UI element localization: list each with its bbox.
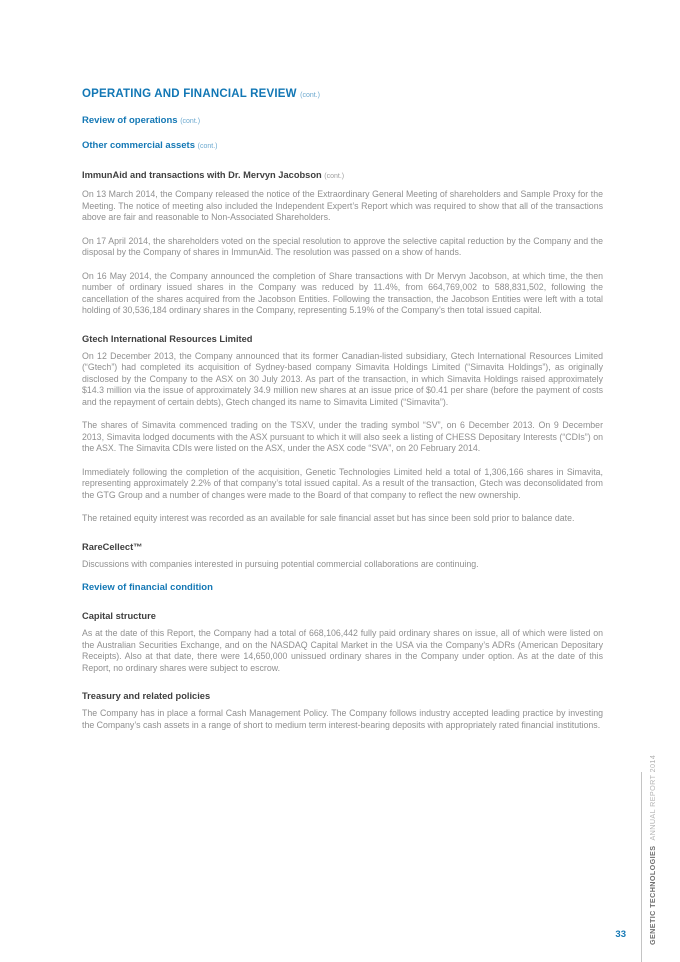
sidebar-report-title-text: ANNUAL REPORT 2014: [648, 754, 657, 841]
rarecellect-paragraph-1: Discussions with companies interested in pursuing potential commercial collaborations are continuing.: [82, 558, 479, 569]
section-other-commercial-assets: [82, 140, 603, 153]
immunaid-paragraph-3: On 16 May 2014, the Company announced the completion of Share transactions with Dr Mervyn Jacobson, at which time, the then number of ordinary issued shares in the Company was reduced by 11.4%, from 664,769,002 to 588,831,502, following the cancellation of the shares acquired from the Jacobson Entities. Following the transaction, the Jacobson Entities were left with a total holding of 30,536,184 ordinary shares in the Company, representing 5.19% of the Company’s then total issued capital.: [82, 270, 603, 315]
gtech-paragraph-1: On 12 December 2013, the Company announced that its former Canadian-listed subsidiary, Gtech International Resources Limited (“Gtech”) had completed its acquisition of Sydney-based company Simavita Holdings Limited (“Simavita Holdings”), as originally disclosed by the Company to the ASX on 30 July 2013. As part of the transaction, in which Simavita Holdings raised approximately $14.3 million via the issue of approximately 34.9 million new shares at an issue price of $0.41 per share (before the payment of costs and the repayment of certain debts), Gtech changed its name to Simavita Limited (“Simavita”).: [82, 350, 603, 407]
section-other-commercial-assets-text: Other commercial assets: [82, 140, 196, 151]
sidebar-vertical-rule: [641, 772, 642, 962]
subsection-gtech-heading: Gtech International Resources Limited: [82, 333, 253, 344]
page-title: [82, 88, 603, 102]
section-review-of-operations-cont: (cont.): [180, 118, 201, 125]
page-title-cont-label: (cont.): [300, 92, 320, 99]
subsection-immunaid-heading: [82, 169, 603, 183]
treasury-paragraph-1: The Company has in place a formal Cash Management Policy. The Company follows industry accepted leading practice by investing the Company’s cash assets in a range of short to medium term interest-bearing deposits with appropriately rated financial institutions.: [82, 708, 603, 730]
immunaid-paragraph-2: On 17 April 2014, the shareholders voted on the special resolution to approve the selective capital reduction by the Company and the disposal by the Company of shares in ImmunAid. The resolution was passed on a show of hands.: [82, 235, 603, 257]
subsection-treasury-heading: Treasury and related policies: [82, 691, 211, 701]
subsection-immunaid-cont: (cont.): [324, 173, 345, 180]
subsection-rarecellect-heading: RareCellect™: [82, 541, 143, 552]
subsection-immunaid-heading-text: ImmunAid and transactions with Dr. Mervyn Jacobson: [82, 170, 322, 180]
section-other-commercial-assets-cont: (cont.): [197, 143, 218, 150]
subsection-capital-structure-heading: Capital structure: [82, 611, 156, 621]
section-review-of-operations-text: Review of operations: [82, 115, 178, 126]
immunaid-paragraph-1: On 13 March 2014, the Company released the notice of the Extraordinary General Meeting of shareholders and Sample Proxy for the Meeting. The notice of meeting also included the Independent Expert’s Report which was required to show that all of the transactions above are fair and reasonable to Non-Associated Shareholders.: [82, 189, 603, 222]
page-title-text: OPERATING AND FINANCIAL REVIEW: [82, 88, 297, 100]
gtech-paragraph-4: The retained equity interest was recorded as an available for sale financial asset but has since been sold prior to balance date.: [82, 513, 575, 523]
page-number: 33: [615, 929, 626, 940]
sidebar-rotated-wrapper: [648, 755, 657, 945]
sidebar-brand-text: GENETIC TECHNOLOGIES: [648, 845, 657, 945]
capital-structure-paragraph-1: As at the date of this Report, the Company had a total of 668,106,442 fully paid ordinary shares on issue, all of which were listed on the Australian Securities Exchange, and on the NASDAQ Capital Market in the USA via the Company’s ADRs (American Depositary Receipts). Also at that date, there were 14,650,000 unissued ordinary shares in the Company under option. As at the date of this Report, no ordinary shares were subject to escrow.: [82, 628, 603, 673]
section-review-of-operations: [82, 115, 603, 128]
section-review-of-financial-condition: Review of financial condition: [82, 582, 213, 593]
gtech-paragraph-3: Immediately following the completion of the acquisition, Genetic Technologies Limited held a total of 1,306,166 shares in Simavita, representing approximately 2.2% of that company’s total issued capital. As a result of the transaction, Gtech was deconsolidated from the GTG Group and a number of changes were made to the Board of that company to reflect the new ownership.: [82, 466, 603, 500]
page-content: [82, 88, 603, 743]
gtech-paragraph-2: The shares of Simavita commenced trading on the TSXV, under the trading symbol “SV”, on 6 December 2013. On 9 December 2013, Simavita lodged documents with the ASX pursuant to which it will also seek a listing of CHESS Depositary Interests (“CDIs”) on the ASX. The Simavita CDIs were listed on the ASX, under the ASX code “SVA”, on 20 February 2014.: [82, 420, 603, 453]
